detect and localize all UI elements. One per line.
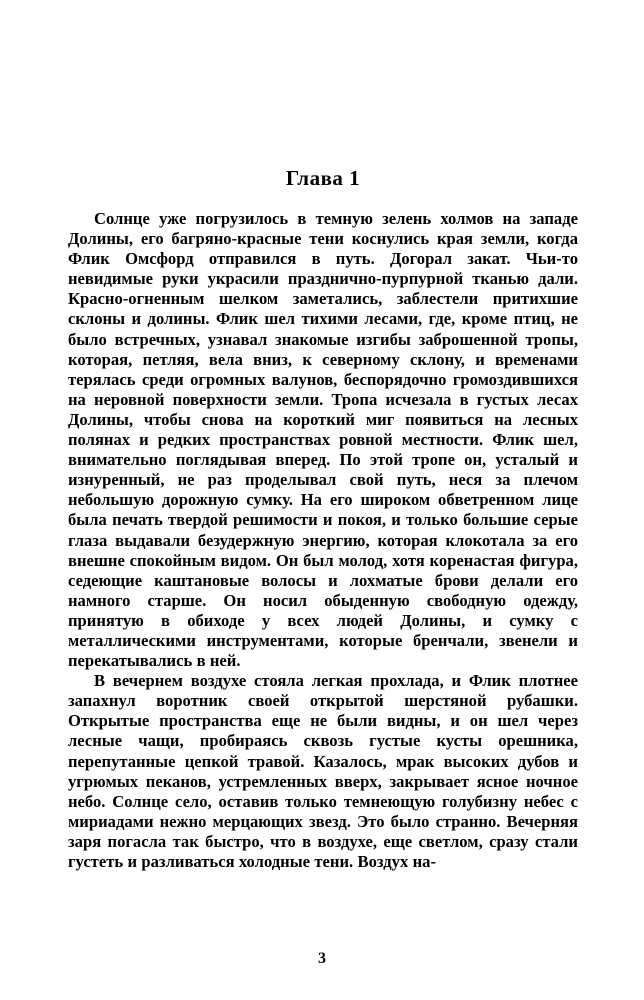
chapter-title: Глава 1: [285, 166, 361, 190]
paragraph: Солнце уже погрузилось в темную зелень холмов на западе Долины, его багряно-красные тени коснулись края земли, когда Флик Омсфорд отправился в путь. Догорал закат. Чьи-то невидимые руки украсили празднично-пурпурной тканью дали. Красно-огненным шелком заметались, заблестели притихшие склоны и долины. Флик шел тихими лесами, где, кроме птиц, не было встречных, узнавал знакомые изгибы заброшенной тропы, которая, петляя, вела вниз, к северному склону, и временами терялась среди огромных валунов, беспорядочно громоздившихся на неровной поверхности земли. Тропа исчезала в густых лесах Долины, чтобы снова на короткий миг появиться на лесных полянах и редких пространствах ровной местности. Флик шел, внимательно поглядывая вперед. По этой тропе он, усталый и изнуренный, не раз проделывал свой путь, неся за плечом небольшую дорожную сумку. На его широком обветренном лице была печать твердой решимости и покоя, и только большие серые глаза выдавали безудержную энергию, которая клокотала за его внешне спокойным видом. Он был молод, хотя коренастая фигура, седеющие каштановые волосы и лохматые брови делали его намного старше. Он носил обыденную свободную одежду, принятую в обиходе у всех людей Долины, и сумку с металлическими инструментами, которые бренчали, звенели и перекатывались в ней.: [68, 209, 578, 671]
body-text-block: [68, 209, 578, 872]
page-number: 3: [318, 950, 326, 967]
paragraph: В вечернем воздухе стояла легкая прохлада, и Флик плотнее запахнул воротник своей открытой шерстяной рубашки. Открытые пространства еще не были видны, и он шел через лесные чащи, пробираясь сквозь густые кусты орешника, перепутанные цепкой травой. Казалось, мрак высоких дубов и угрюмых пеканов, устремленных вверх, закрывает ясное ночное небо. Солнце село, оставив только темнеющую голубизну небес с мириадами нежно мерцающих звезд. Это было странно. Вечерняя заря погасла так быстро, что в воздухе, еще светлом, сразу стали густеть и разливаться холодные тени. Воздух на-: [68, 671, 578, 871]
